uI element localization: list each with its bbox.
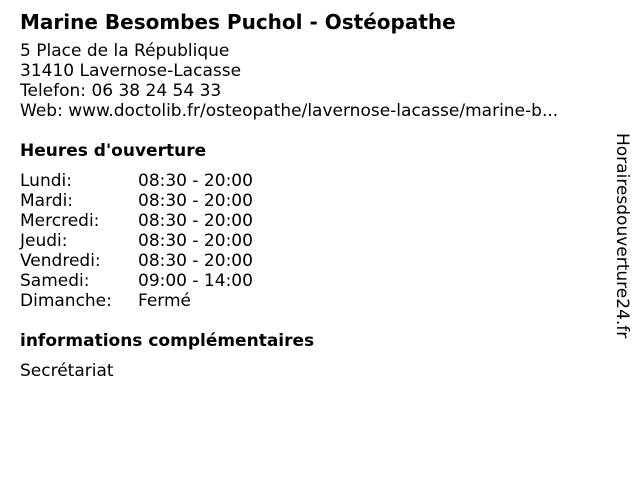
- info-text: Secrétariat: [20, 361, 114, 381]
- hours-time: 08:30 - 20:00: [138, 211, 253, 231]
- hours-time: 08:30 - 20:00: [138, 251, 253, 271]
- business-name: Marine Besombes Puchol - Ostéopathe: [20, 10, 456, 34]
- hours-day: Samedi:: [20, 271, 90, 291]
- address-street: 5 Place de la République: [20, 41, 230, 61]
- phone-line: [20, 81, 600, 101]
- hours-row: [20, 191, 600, 211]
- hours-day: Mardi:: [20, 191, 74, 211]
- phone-label: Telefon:: [20, 81, 87, 101]
- hours-time: 08:30 - 20:00: [138, 171, 253, 191]
- hours-row: [20, 251, 600, 271]
- site-watermark: Horairesdouverture24.fr: [612, 133, 632, 339]
- address-city: 31410 Lavernose-Lacasse: [20, 61, 242, 81]
- business-card: [20, 10, 600, 381]
- hours-day: Mercredi:: [20, 211, 100, 231]
- hours-row: [20, 291, 600, 311]
- hours-table: [20, 171, 600, 311]
- phone-number[interactable]: 06 38 24 54 33: [91, 81, 222, 101]
- hours-row: [20, 171, 600, 191]
- hours-row: [20, 271, 600, 291]
- hours-heading: Heures d'ouverture: [20, 141, 207, 161]
- hours-day: Vendredi:: [20, 251, 101, 271]
- web-label: Web:: [20, 101, 63, 121]
- hours-time: 09:00 - 14:00: [138, 271, 253, 291]
- hours-day: Dimanche:: [20, 291, 112, 311]
- hours-row: [20, 231, 600, 251]
- hours-time: 08:30 - 20:00: [138, 191, 253, 211]
- hours-row: [20, 211, 600, 231]
- hours-day: Jeudi:: [20, 231, 68, 251]
- web-link[interactable]: www.doctolib.fr/osteopathe/lavernose-lacasse/marine-b...: [68, 101, 559, 121]
- web-line: [20, 101, 600, 121]
- hours-day: Lundi:: [20, 171, 72, 191]
- hours-time: Fermé: [138, 291, 192, 311]
- hours-time: 08:30 - 20:00: [138, 231, 253, 251]
- info-heading: informations complémentaires: [20, 331, 315, 351]
